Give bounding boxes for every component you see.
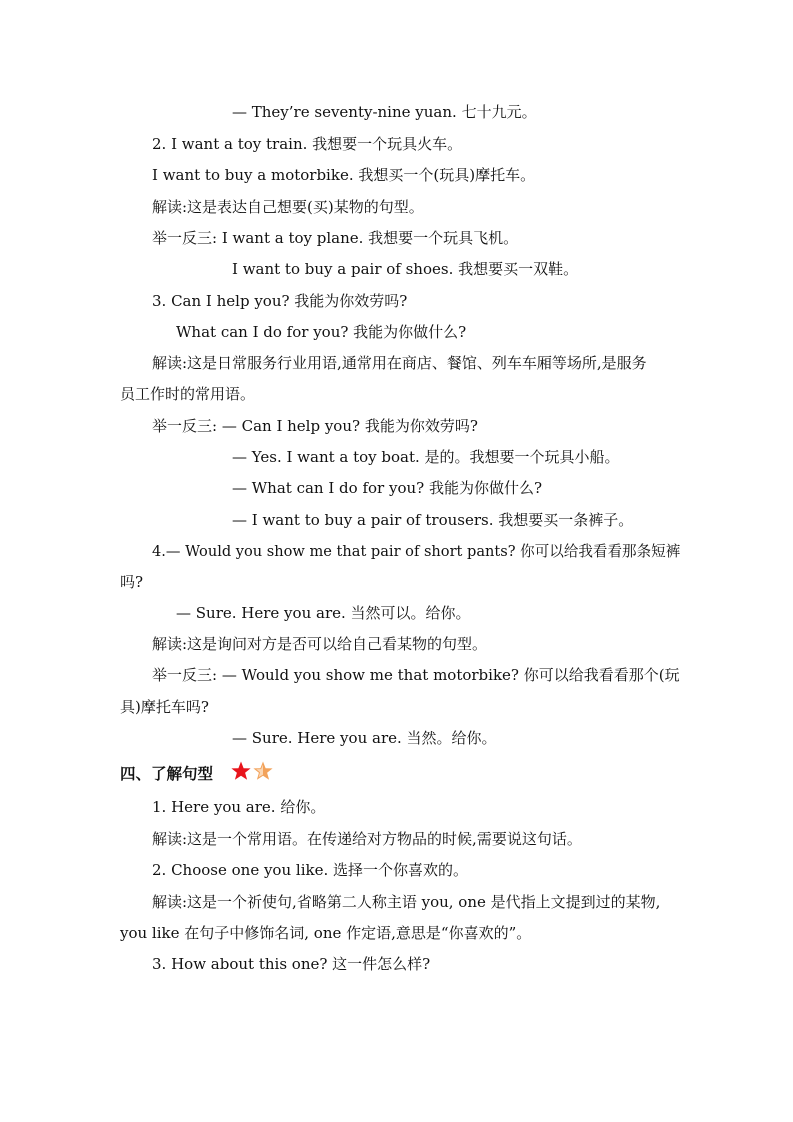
text-line: — They’re seventy-nine yuan. 七十九元。: [232, 103, 537, 121]
text-line: 解读:这是表达自己想要(买)某物的句型。: [152, 198, 424, 216]
text-line: 举一反三: I want a toy plane. 我想要一个玩具飞机。: [152, 229, 519, 247]
text-line: I want to buy a motorbike. 我想买一个(玩具)摩托车。: [152, 166, 536, 184]
text-line: 3. How about this one? 这一件怎么样?: [152, 955, 431, 973]
text-line: 2. Choose one you like. 选择一个你喜欢的。: [152, 861, 468, 879]
text-line: 解读:这是一个常用语。在传递给对方物品的时候,需要说这句话。: [152, 830, 582, 848]
text-line: 2. I want a toy train. 我想要一个玩具火车。: [152, 135, 463, 153]
text-line: — What can I do for you? 我能为你做什么?: [232, 479, 542, 497]
text-line: — I want to buy a pair of trousers. 我想要买一条裤子。: [232, 511, 634, 529]
text-line: — Sure. Here you are. 当然。给你。: [232, 729, 497, 747]
text-line: — Sure. Here you are. 当然可以。给你。: [176, 604, 471, 622]
text-line: I want to buy a pair of shoes. 我想要买一双鞋。: [232, 260, 579, 278]
text-line: What can I do for you? 我能为你做什么?: [176, 323, 467, 341]
difficulty-stars: [230, 760, 274, 782]
text-line: 4.— Would you show me that pair of short pants? 你可以给我看看那条短裤: [152, 542, 681, 560]
text-line: 3. Can I help you? 我能为你效劳吗?: [152, 292, 408, 310]
text-line: 1. Here you are. 给你。: [152, 798, 326, 816]
text-line: 具)摩托车吗?: [120, 698, 209, 716]
text-line: 解读:这是日常服务行业用语,通常用在商店、餐馆、列车车厢等场所,是服务: [152, 354, 647, 372]
section-heading: 四、了解句型: [120, 764, 214, 783]
text-line: 吗?: [120, 573, 144, 591]
text-line: 举一反三: — Can I help you? 我能为你效劳吗?: [152, 417, 478, 435]
text-line: 解读:这是一个祈使句,省略第二人称主语 you, one 是代指上文提到过的某物,: [152, 893, 661, 911]
text-line: — Yes. I want a toy boat. 是的。我想要一个玩具小船。: [232, 448, 620, 466]
text-line: 解读:这是询问对方是否可以给自己看某物的句型。: [152, 635, 488, 653]
text-line: 举一反三: — Would you show me that motorbike? 你可以给我看看那个(玩: [152, 666, 680, 684]
text-line: you like 在句子中修饰名词, one 作定语,意思是“你喜欢的”。: [120, 924, 532, 942]
text-line: 员工作时的常用语。: [120, 385, 256, 403]
star-filled-icon: [231, 762, 250, 780]
